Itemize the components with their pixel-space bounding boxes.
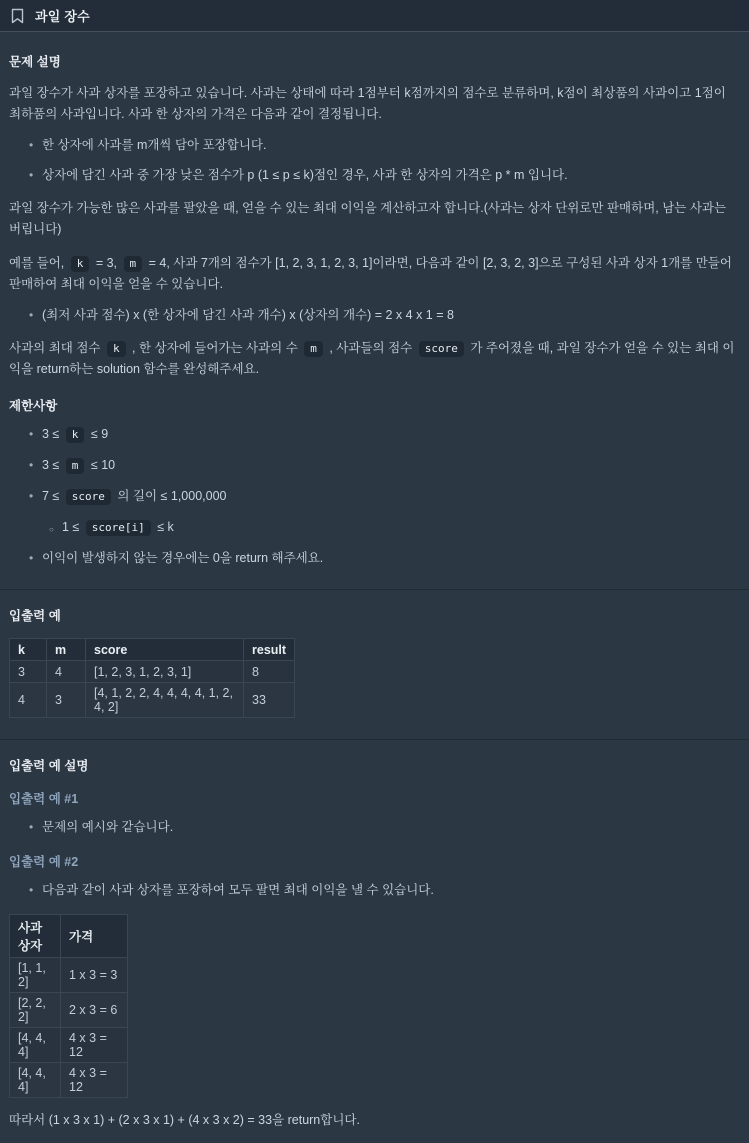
section-heading-io-explanation: 입출력 예 설명 bbox=[9, 759, 89, 773]
text-segment: 사과의 최대 점수 bbox=[9, 341, 104, 355]
table-row bbox=[10, 1028, 128, 1063]
list-item bbox=[62, 517, 740, 538]
table-header-cell: 사과 상자 bbox=[10, 915, 61, 958]
table-cell: 3 bbox=[10, 661, 47, 683]
table-header-cell: score bbox=[86, 639, 244, 661]
table-header-row bbox=[10, 639, 295, 661]
constraints-list bbox=[9, 424, 740, 568]
problem-paragraph-1: 과일 장수가 사과 상자를 포장하고 있습니다. 사과는 상태에 따라 1점부터 k점까지의 점수로 분류하며, k점이 최상품의 사과이고 1점이 최하품의 사과입니다. 사과 한 상자의 가격은 다음과 같이 결정됩니다. bbox=[9, 86, 726, 121]
table-row bbox=[10, 1063, 128, 1098]
table-header-cell: m bbox=[47, 639, 86, 661]
text-segment: 1 ≤ bbox=[62, 520, 83, 534]
section-divider bbox=[0, 589, 749, 590]
problem-description-pane bbox=[0, 32, 749, 1143]
list-item: • (최저 사과 점수) x (한 상자에 담긴 사과 개수) x (상자의 개수) = 2 x 4 x 1 = 8 bbox=[42, 305, 740, 325]
table-cell: 1 x 3 = 3 bbox=[61, 958, 128, 993]
inline-code-k: k bbox=[71, 256, 90, 272]
table-row bbox=[10, 993, 128, 1028]
table-cell: 8 bbox=[244, 661, 295, 683]
table-header-row bbox=[10, 915, 128, 958]
inline-code-k: k bbox=[66, 427, 85, 443]
section-divider bbox=[0, 739, 749, 740]
inline-code-score: score bbox=[419, 341, 464, 357]
table-header-cell: result bbox=[244, 639, 295, 661]
list-item: • 다음과 같이 사과 상자를 포장하여 모두 팔면 최대 이익을 낼 수 있습니다. bbox=[42, 880, 740, 900]
apple-box-table bbox=[9, 914, 128, 1098]
section-heading-io-example: 입출력 예 bbox=[9, 609, 61, 623]
text-segment: 3 ≤ bbox=[42, 427, 63, 441]
constraints-sublist bbox=[42, 517, 740, 538]
text-segment: ≤ 9 bbox=[87, 427, 109, 441]
table-cell: [4, 4, 4] bbox=[10, 1028, 61, 1063]
example-paragraph bbox=[9, 253, 740, 295]
table-cell: 4 bbox=[47, 661, 86, 683]
table-cell: 2 x 3 = 6 bbox=[61, 993, 128, 1028]
text-segment: 가 주어졌을 때, 과일 장수가 얻을 수 있는 최대 이익을 return하는 solution 함수를 완성해주세요. bbox=[9, 341, 735, 376]
subheading-example-2: 입출력 예 #2 bbox=[9, 855, 79, 869]
table-cell: 3 bbox=[47, 683, 86, 718]
text-segment: , 한 상자에 들어가는 사과의 수 bbox=[128, 341, 302, 355]
table-cell: 4 x 3 = 12 bbox=[61, 1063, 128, 1098]
example-2-list bbox=[9, 880, 740, 900]
bookmark-icon[interactable] bbox=[11, 8, 24, 24]
text-segment: ≤ k bbox=[153, 520, 174, 534]
example-1-list bbox=[9, 817, 740, 837]
text-segment: 3 ≤ bbox=[42, 458, 63, 472]
text-segment: 7 ≤ bbox=[42, 489, 63, 503]
table-cell: [4, 4, 4] bbox=[10, 1063, 61, 1098]
inline-code-m: m bbox=[304, 341, 323, 357]
text-segment: = 3, bbox=[92, 256, 121, 270]
table-header-cell: k bbox=[10, 639, 47, 661]
text-segment: = 4, 사과 7개의 점수가 [1, 2, 3, 1, 2, 3, 1]이라면, 다음과 같이 [2, 3, 2, 3]으로 구성된 사과 상자 1개를 만들어 판매하여 최대 이익을 얻을 수 있습니다. bbox=[9, 256, 732, 291]
list-item bbox=[42, 455, 740, 476]
inline-code-m: m bbox=[66, 458, 85, 474]
task-paragraph bbox=[9, 338, 740, 380]
pricing-rules-list bbox=[9, 135, 740, 185]
inline-code-score-i: score[i] bbox=[86, 520, 151, 536]
table-cell: [4, 1, 2, 2, 4, 4, 4, 4, 1, 2, 4, 2] bbox=[86, 683, 244, 718]
conclusion-paragraph: 따라서 (1 x 3 x 1) + (2 x 3 x 1) + (4 x 3 x 2) = 33을 return합니다. bbox=[9, 1113, 360, 1127]
inline-code-score: score bbox=[66, 489, 111, 505]
text-segment: , 사과들의 점수 bbox=[325, 341, 416, 355]
table-cell: [1, 2, 3, 1, 2, 3, 1] bbox=[86, 661, 244, 683]
inline-code-m: m bbox=[124, 256, 143, 272]
list-item bbox=[42, 486, 740, 538]
section-heading-constraints: 제한사항 bbox=[9, 399, 58, 413]
io-example-table bbox=[9, 638, 295, 718]
table-cell: [1, 1, 2] bbox=[10, 958, 61, 993]
table-cell: [2, 2, 2] bbox=[10, 993, 61, 1028]
problem-title-bar bbox=[0, 0, 749, 32]
text-segment: ≤ 10 bbox=[87, 458, 116, 472]
text-segment: 의 길이 ≤ 1,000,000 bbox=[113, 489, 227, 503]
table-header-cell: 가격 bbox=[61, 915, 128, 958]
list-item: • 문제의 예시와 같습니다. bbox=[42, 817, 740, 837]
list-item: • 한 상자에 사과를 m개씩 담아 포장합니다. bbox=[42, 135, 740, 155]
list-item bbox=[42, 424, 740, 445]
inline-code-k: k bbox=[107, 341, 126, 357]
page-title: 과일 장수 bbox=[35, 9, 90, 24]
table-cell: 33 bbox=[244, 683, 295, 718]
text-segment: 예를 들어, bbox=[9, 256, 68, 270]
list-item: • 이익이 발생하지 않는 경우에는 0을 return 해주세요. bbox=[42, 548, 740, 568]
section-heading-problem: 문제 설명 bbox=[9, 55, 61, 69]
table-row bbox=[10, 683, 295, 718]
table-cell: 4 x 3 = 12 bbox=[61, 1028, 128, 1063]
problem-paragraph-2: 과일 장수가 가능한 많은 사과를 팔았을 때, 얻을 수 있는 최대 이익을 계산하고자 합니다.(사과는 상자 단위로만 판매하며, 남는 사과는 버립니다) bbox=[9, 201, 727, 236]
subheading-example-1: 입출력 예 #1 bbox=[9, 792, 79, 806]
table-row bbox=[10, 661, 295, 683]
list-item: • 상자에 담긴 사과 중 가장 낮은 점수가 p (1 ≤ p ≤ k)점인 경우, 사과 한 상자의 가격은 p * m 입니다. bbox=[42, 165, 740, 185]
example-calc-list bbox=[9, 305, 740, 325]
table-cell: 4 bbox=[10, 683, 47, 718]
table-row bbox=[10, 958, 128, 993]
